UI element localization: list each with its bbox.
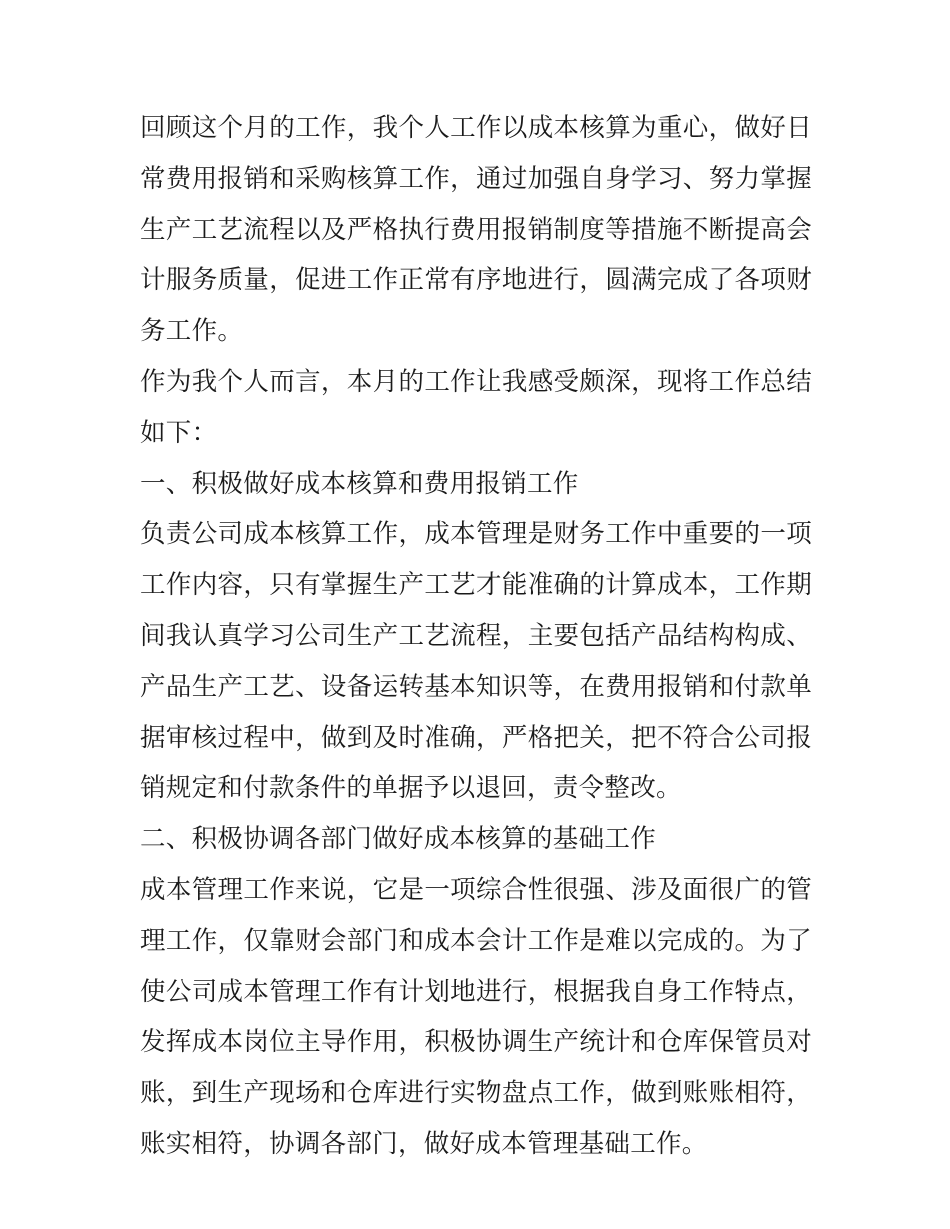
paragraph-section-1: 负责公司成本核算工作，成本管理是财务工作中重要的一项工作内容，只有掌握生产工艺才能准确的计算成本，工作期间我认真学习公司生产工艺流程，主要包括产品结构构成、产品生产工艺、设备运转基本知识等，在费用报销和付款单据审核过程中，做到及时准确，严格把关，把不符合公司报销规定和付款条件的单据予以退回，责令整改。 bbox=[140, 519, 812, 804]
section-heading-2: 二、积极协调各部门做好成本核算的基础工作 bbox=[140, 824, 657, 855]
section-heading-1: 一、积极做好成本核算和费用报销工作 bbox=[140, 468, 579, 499]
paragraph-section-2: 成本管理工作来说，它是一项综合性很强、涉及面很广的管理工作，仅靠财会部门和成本会计工作是难以完成的。为了使公司成本管理工作有计划地进行，根据我自身工作特点，发挥成本岗位主导作用，积极协调生产统计和仓库保管员对账，到生产现场和仓库进行实物盘点工作，做到账账相符，账实相符，协调各部门，做好成本管理基础工作。 bbox=[140, 874, 812, 1159]
paragraph-summary-intro: 作为我个人而言，本月的工作让我感受颇深，现将工作总结如下： bbox=[140, 366, 812, 448]
document-body bbox=[140, 103, 812, 1170]
paragraph-intro: 回顾这个月的工作，我个人工作以成本核算为重心，做好日常费用报销和采购核算工作，通过加强自身学习、努力掌握生产工艺流程以及严格执行费用报销制度等措施不断提高会计服务质量，促进工作正常有序地进行，圆满完成了各项财务工作。 bbox=[140, 113, 812, 347]
